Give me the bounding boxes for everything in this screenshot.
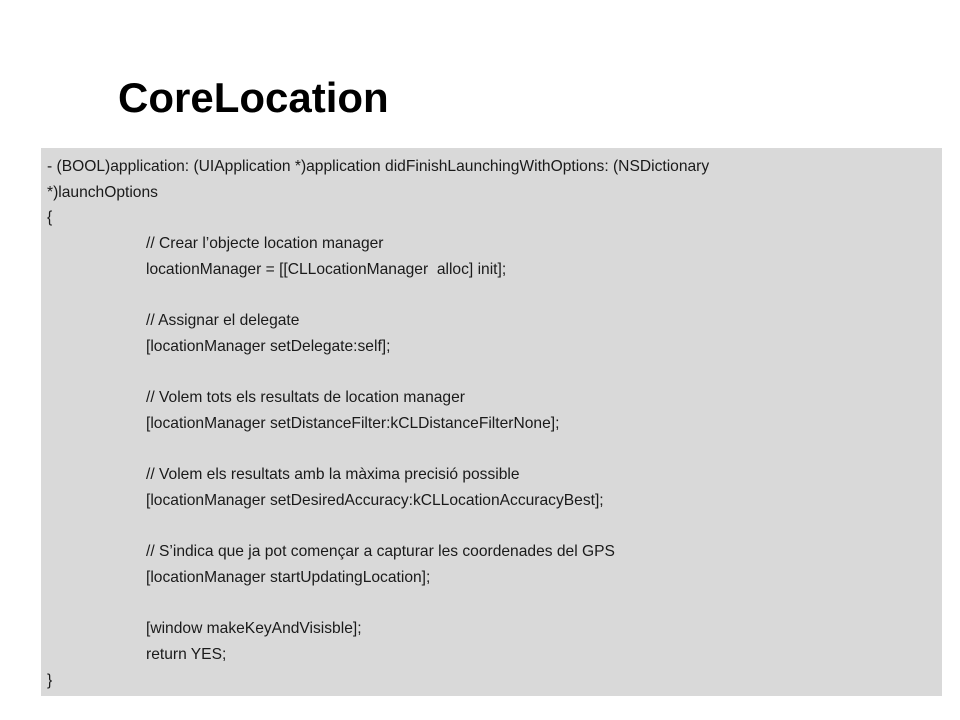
code-line: } [47, 671, 53, 689]
code-blank-line [47, 591, 932, 617]
code-blank-line [47, 514, 932, 540]
code-line: - (BOOL)application: (UIApplication *)application didFinishLaunchingWithOptions: (NSDictionary [47, 158, 710, 175]
code-line: [locationManager startUpdatingLocation]; [146, 569, 431, 586]
code-line: { [47, 209, 53, 227]
code-line: // Volem tots els resultats de location manager [146, 389, 465, 407]
code-line: locationManager = [[CLLocationManager alloc] init]; [146, 260, 507, 278]
code-line: // S’indica que ja pot començar a capturar les coordenades del GPS [146, 543, 615, 561]
slide-title: CoreLocation [118, 74, 389, 121]
code-blank-line [47, 437, 932, 463]
code-blank-line [47, 282, 932, 308]
code-line: // Assignar el delegate [146, 312, 300, 330]
code-line: // Volem els resultats amb la màxima precisió possible [146, 466, 520, 484]
code-blank-line [47, 360, 932, 386]
code-line: [locationManager setDistanceFilter:kCLDistanceFilterNone]; [146, 414, 560, 432]
code-line: *)launchOptions [47, 183, 158, 201]
code-line: // Crear l’objecte location manager [146, 235, 384, 253]
code-line: [locationManager setDelegate:self]; [146, 337, 391, 355]
code-block [41, 148, 942, 696]
code-line: [window makeKeyAndVisisble]; [146, 620, 362, 638]
code-line: [locationManager setDesiredAccuracy:kCLLocationAccuracyBest]; [146, 491, 604, 509]
code-line: return YES; [146, 646, 227, 664]
